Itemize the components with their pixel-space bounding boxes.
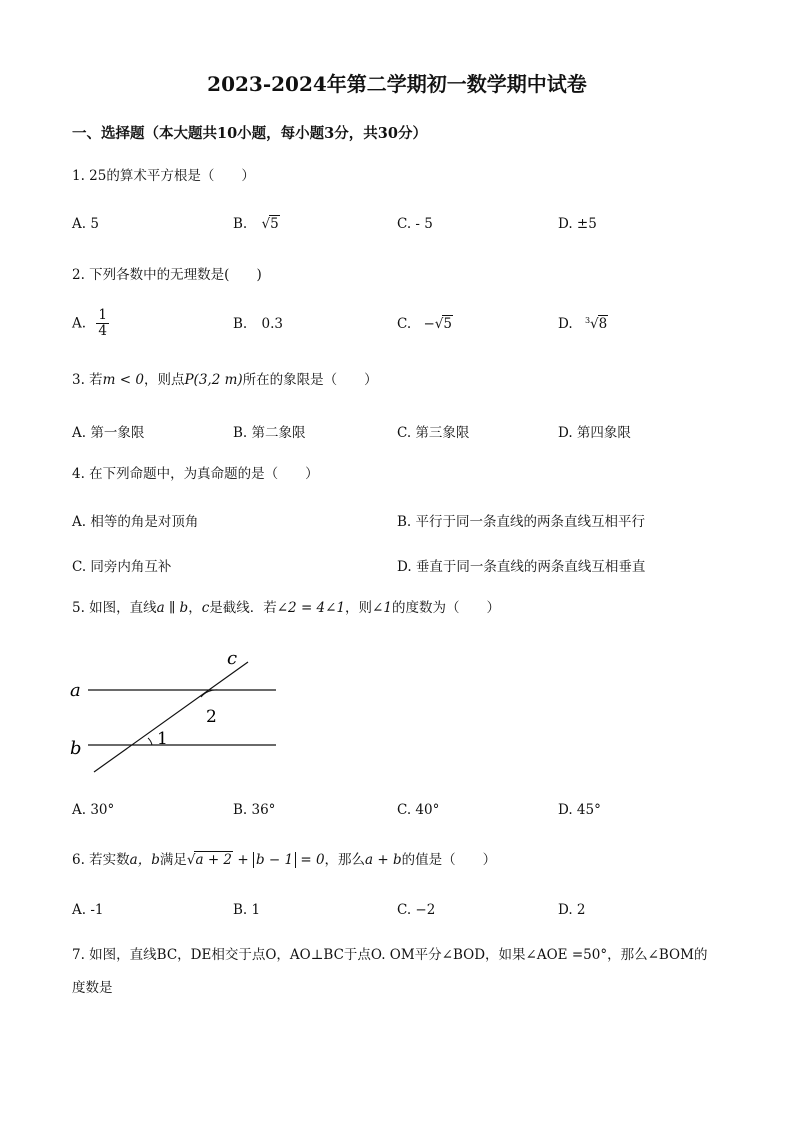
question-7-stem-continued: 度数是 — [72, 980, 113, 996]
q1-option-d: D. ±5 — [558, 216, 597, 232]
q6-expr: a + b — [365, 852, 402, 868]
q2-option-b-value: 0.3 — [261, 316, 283, 332]
q2-option-a — [72, 308, 109, 339]
q3-option-d: D. 第四象限 — [558, 425, 631, 441]
q2-option-d — [558, 316, 608, 332]
q4-option-c: C. 同旁内角互补 — [72, 559, 172, 575]
page-title: 2023-2024年第二学期初一数学期中试卷 — [207, 72, 587, 96]
q6-option-d: D. 2 — [558, 902, 586, 918]
label-a: a — [70, 680, 81, 701]
q3-option-a: A. 第一象限 — [72, 425, 145, 441]
question-3-stem — [72, 371, 378, 389]
angle-1-arc — [148, 738, 152, 745]
q6-stem-post: 的值是（ ） — [401, 852, 497, 868]
q5-option-c: C. 40° — [397, 802, 440, 818]
q4-option-a: A. 相等的角是对顶角 — [72, 514, 199, 530]
q2-option-a-label: A. — [72, 315, 87, 332]
q5-parallel: a ∥ b — [156, 600, 189, 616]
q5-stem-pre: 5. 如图，直线 — [72, 600, 157, 616]
q5-option-b: B. 36° — [233, 802, 276, 818]
parallel-lines-figure — [60, 640, 290, 780]
label-b: b — [70, 738, 82, 759]
q5-angle: ∠1 — [372, 600, 392, 616]
q6-sqrt-content: a + 2 — [195, 852, 233, 868]
q1-option-b-sqrt: √5 — [261, 216, 279, 232]
q3-option-b: B. 第二象限 — [233, 425, 306, 441]
question-1-stem: 1. 25的算术平方根是（ ） — [72, 168, 255, 184]
section-heading: 一、选择题（本大题共10小题，每小题3分，共30分） — [72, 125, 427, 142]
q6-option-b: B. 1 — [233, 902, 261, 918]
question-5-stem — [72, 599, 500, 617]
q5-option-a: A. 30° — [72, 802, 115, 818]
q1-option-b-label: B. — [233, 216, 248, 232]
q6-stem-mid2: ，那么 — [324, 852, 366, 868]
q2-option-b — [233, 316, 283, 332]
q2-fraction-denominator: 4 — [98, 323, 107, 339]
question-4-stem: 4. 在下列命题中，为真命题的是（ ） — [72, 466, 319, 482]
q1-option-b — [233, 216, 280, 232]
q3-condition: m < 0 — [102, 372, 144, 388]
q3-stem-post: 所在的象限是（ ） — [242, 372, 378, 388]
q2-option-d-radicand: 8 — [598, 316, 608, 332]
q2-option-c-sqrt: √5 — [434, 316, 452, 332]
q6-vars: a，b — [129, 852, 160, 868]
q2-fraction-numerator: 1 — [98, 307, 107, 323]
q2-option-b-label: B. — [233, 316, 248, 332]
q2-option-a-fraction — [96, 308, 109, 339]
question-2-stem: 2. 下列各数中的无理数是( ) — [72, 267, 262, 283]
q6-eq: = 0 — [296, 852, 325, 868]
q6-plus: + — [233, 852, 253, 868]
q4-option-d: D. 垂直于同一条直线的两条直线互相垂直 — [397, 559, 646, 575]
q1-option-a: A. 5 — [72, 216, 99, 232]
q3-point: P(3,2 m) — [184, 372, 243, 388]
q6-stem-mid: 满足 — [159, 852, 187, 868]
q4-option-b: B. 平行于同一条直线的两条直线互相平行 — [397, 514, 646, 530]
q2-option-c: C. −√5 — [397, 316, 452, 332]
q5-stem-mid: ， — [188, 600, 202, 616]
line-c — [94, 662, 248, 772]
q6-option-c: C. −2 — [397, 902, 436, 918]
q1-option-b-radicand: 5 — [270, 216, 279, 232]
q5-stem-mid2: 是截线．若 — [209, 600, 277, 616]
q5-transversal: c — [201, 600, 210, 616]
q2-option-d-index: 3 — [584, 316, 591, 325]
q6-option-a: A. -1 — [72, 902, 104, 918]
q3-stem-pre: 3. 若 — [72, 372, 103, 388]
q5-stem-mid3: ，则 — [345, 600, 373, 616]
q6-stem-pre: 6. 若实数 — [72, 852, 130, 868]
q6-abs-content: b − 1 — [253, 852, 296, 868]
q1-option-c: C. - 5 — [397, 216, 433, 232]
q3-option-c: C. 第三象限 — [397, 425, 470, 441]
label-c: c — [227, 648, 238, 669]
q2-option-c-radicand: 5 — [443, 316, 452, 332]
q5-equation: ∠2 = 4∠1 — [276, 600, 346, 616]
q6-sqrt: √a + 2 — [186, 852, 233, 868]
label-angle-2: 2 — [206, 707, 217, 727]
label-angle-1: 1 — [157, 729, 168, 749]
q5-stem-post: 的度数为（ ） — [391, 600, 500, 616]
q2-option-d-label: D. — [558, 316, 573, 332]
q3-stem-mid: ，则点 — [143, 372, 185, 388]
question-7-stem: 7. 如图，直线BC，DE相交于点O，AO⊥BC于点O. OM平分∠BOD，如果∠AOE =50°，那么∠BOM的 — [72, 947, 708, 963]
q5-option-d: D. 45° — [558, 802, 601, 818]
q2-option-d-cbrt: √8 — [590, 316, 608, 332]
q2-option-c-label: C. — [397, 316, 412, 332]
question-6-stem — [72, 851, 496, 869]
